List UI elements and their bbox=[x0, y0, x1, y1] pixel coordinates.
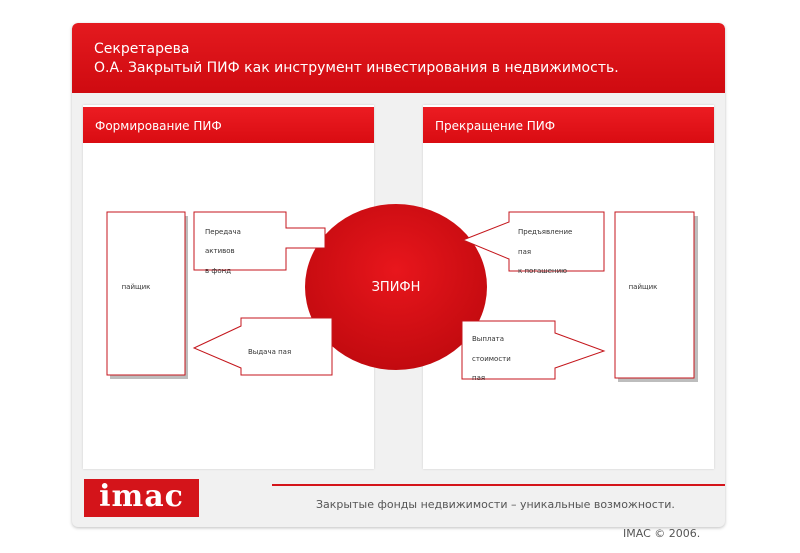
copyright-text: IMAC © 2006. bbox=[623, 527, 701, 540]
payment-label-3: пая bbox=[472, 374, 486, 382]
right-investor-label: пайщик bbox=[628, 283, 658, 291]
present-label-1: Предъявление bbox=[518, 228, 573, 236]
left-panel-title: Формирование ПИФ bbox=[83, 105, 374, 143]
footer-tagline: Закрытые фонды недвижимости – уникальные возможности. bbox=[316, 498, 675, 511]
payment-label-2: стоимости bbox=[472, 355, 511, 363]
present-label-2: пая bbox=[518, 248, 532, 256]
fund-label: ЗПИФН bbox=[371, 280, 421, 295]
payment-arrow bbox=[462, 321, 604, 379]
right-investor-box bbox=[615, 212, 694, 378]
footer-divider bbox=[272, 484, 725, 486]
slide bbox=[72, 23, 725, 527]
left-investor-box bbox=[107, 212, 185, 375]
issue-arrow bbox=[194, 318, 332, 375]
present-arrow bbox=[463, 212, 604, 271]
issue-label: Выдача пая bbox=[248, 348, 292, 356]
present-label-3: к погашению bbox=[518, 267, 568, 275]
slide-title: О.А. Закрытый ПИФ как инструмент инвестирования в недвижимость. bbox=[94, 60, 619, 76]
right-panel-title: Прекращение ПИФ bbox=[423, 105, 714, 143]
transfer-label-2: активов bbox=[205, 247, 235, 255]
fund-diagram bbox=[72, 23, 725, 527]
transfer-arrow bbox=[194, 212, 325, 270]
payment-label-1: Выплата bbox=[472, 335, 505, 343]
author-name: Секретарева bbox=[94, 41, 190, 57]
imac-logo: imac bbox=[84, 479, 199, 517]
transfer-label-3: в фонд bbox=[205, 267, 232, 275]
left-investor-label: пайщик bbox=[121, 283, 151, 291]
transfer-label-1: Передача bbox=[205, 228, 241, 236]
